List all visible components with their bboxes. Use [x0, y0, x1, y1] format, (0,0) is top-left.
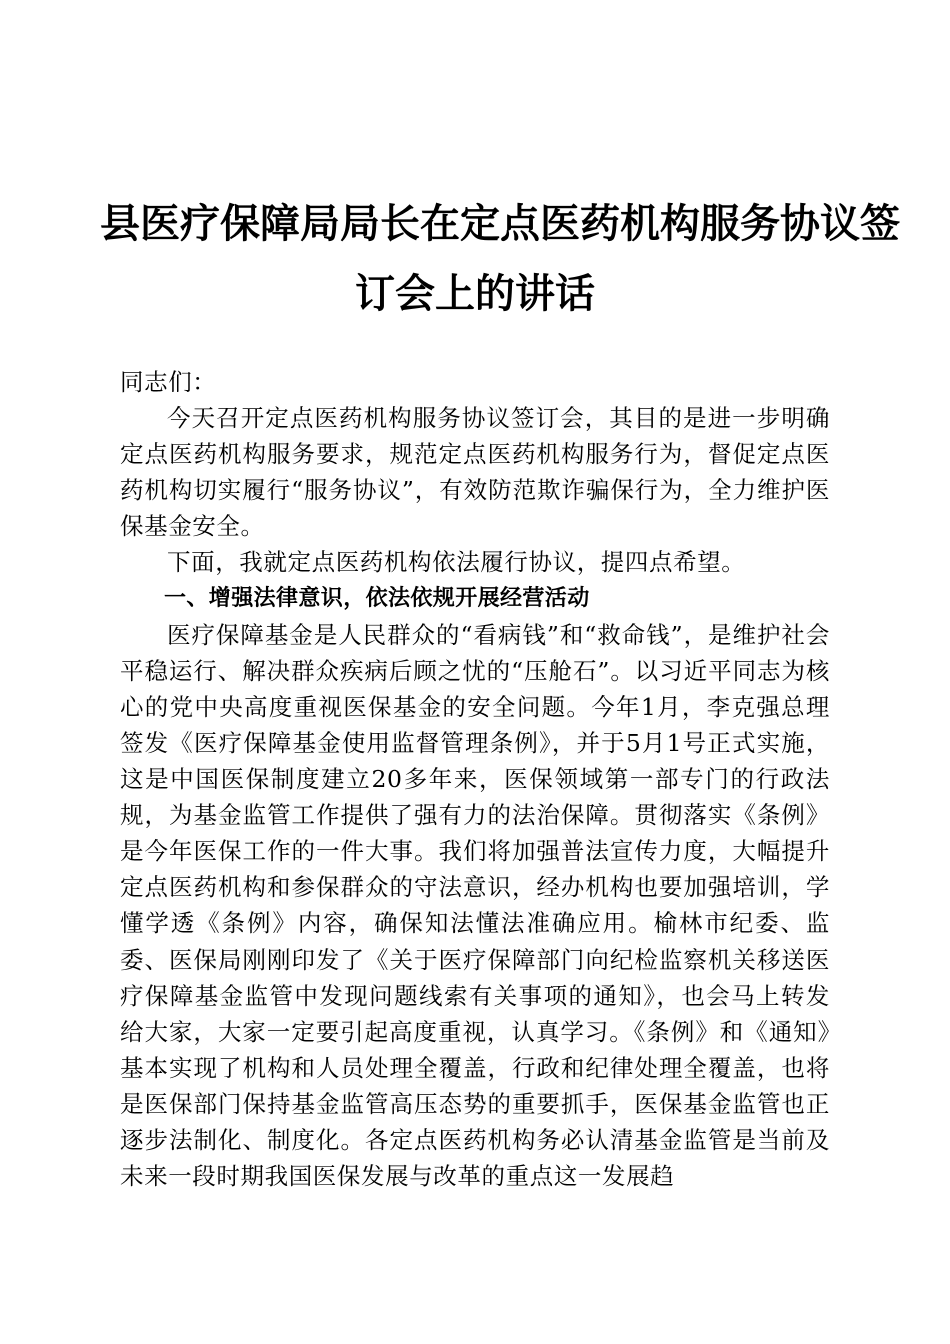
paragraph: 医疗保障基金是人民群众的“看病钱”和“救命钱”，是维护社会平稳运行、解决群众疾病后顾之忧的“压舱石”。以习近平同志为核心的党中央高度重视医保基金的安全问题。今年1月，李克强总理签发《医疗保障基金使用监督管理条例》，并于5月1号正式实施，这是中国医保制度建立20多年来，医保领域第一部专门的行政法规，为基金监管工作提供了强有力的法治保障。贯彻落实《条例》是今年医保工作的一件大事。我们将加强普法宣传力度，大幅提升定点医药机构和参保群众的守法意识，经办机构也要加强培训，学懂学透《条例》内容，确保知法懂法准确应用。榆林市纪委、监委、医保局刚刚印发了《关于医疗保障部门向纪检监察机关移送医疗保障基金监管中发现问题线索有关事项的通知》，也会马上转发给大家，大家一定要引起高度重视，认真学习。《条例》和《通知》基本实现了机构和人员处理全覆盖，行政和纪律处理全覆盖，也将是医保部门保持基金监管高压态势的重要抓手，医保基金监管也正逐步法制化、制度化。各定点医药机构务必认清基金监管是当前及未来一段时期我国医保发展与改革的重点这一发展趋: [120, 620, 830, 1191]
salutation: 同志们：: [120, 368, 217, 396]
section-heading: 一、增强法律意识，依法依规开展经营活动: [164, 585, 590, 611]
document-title-line-1: 县医疗保障局局长在定点医药机构服务协议签: [100, 200, 900, 247]
paragraph: 下面，我就定点医药机构依法履行协议，提四点希望。: [167, 548, 746, 577]
document-body: [120, 364, 830, 1194]
document-title-line-2: 订会上的讲话: [355, 270, 595, 317]
paragraph: 今天召开定点医药机构服务协议签订会，其目的是进一步明确定点医药机构服务要求，规范定点医药机构服务行为，督促定点医药机构切实履行“服务协议”，有效防范欺诈骗保行为，全力维护医保基金安全。: [120, 404, 830, 541]
